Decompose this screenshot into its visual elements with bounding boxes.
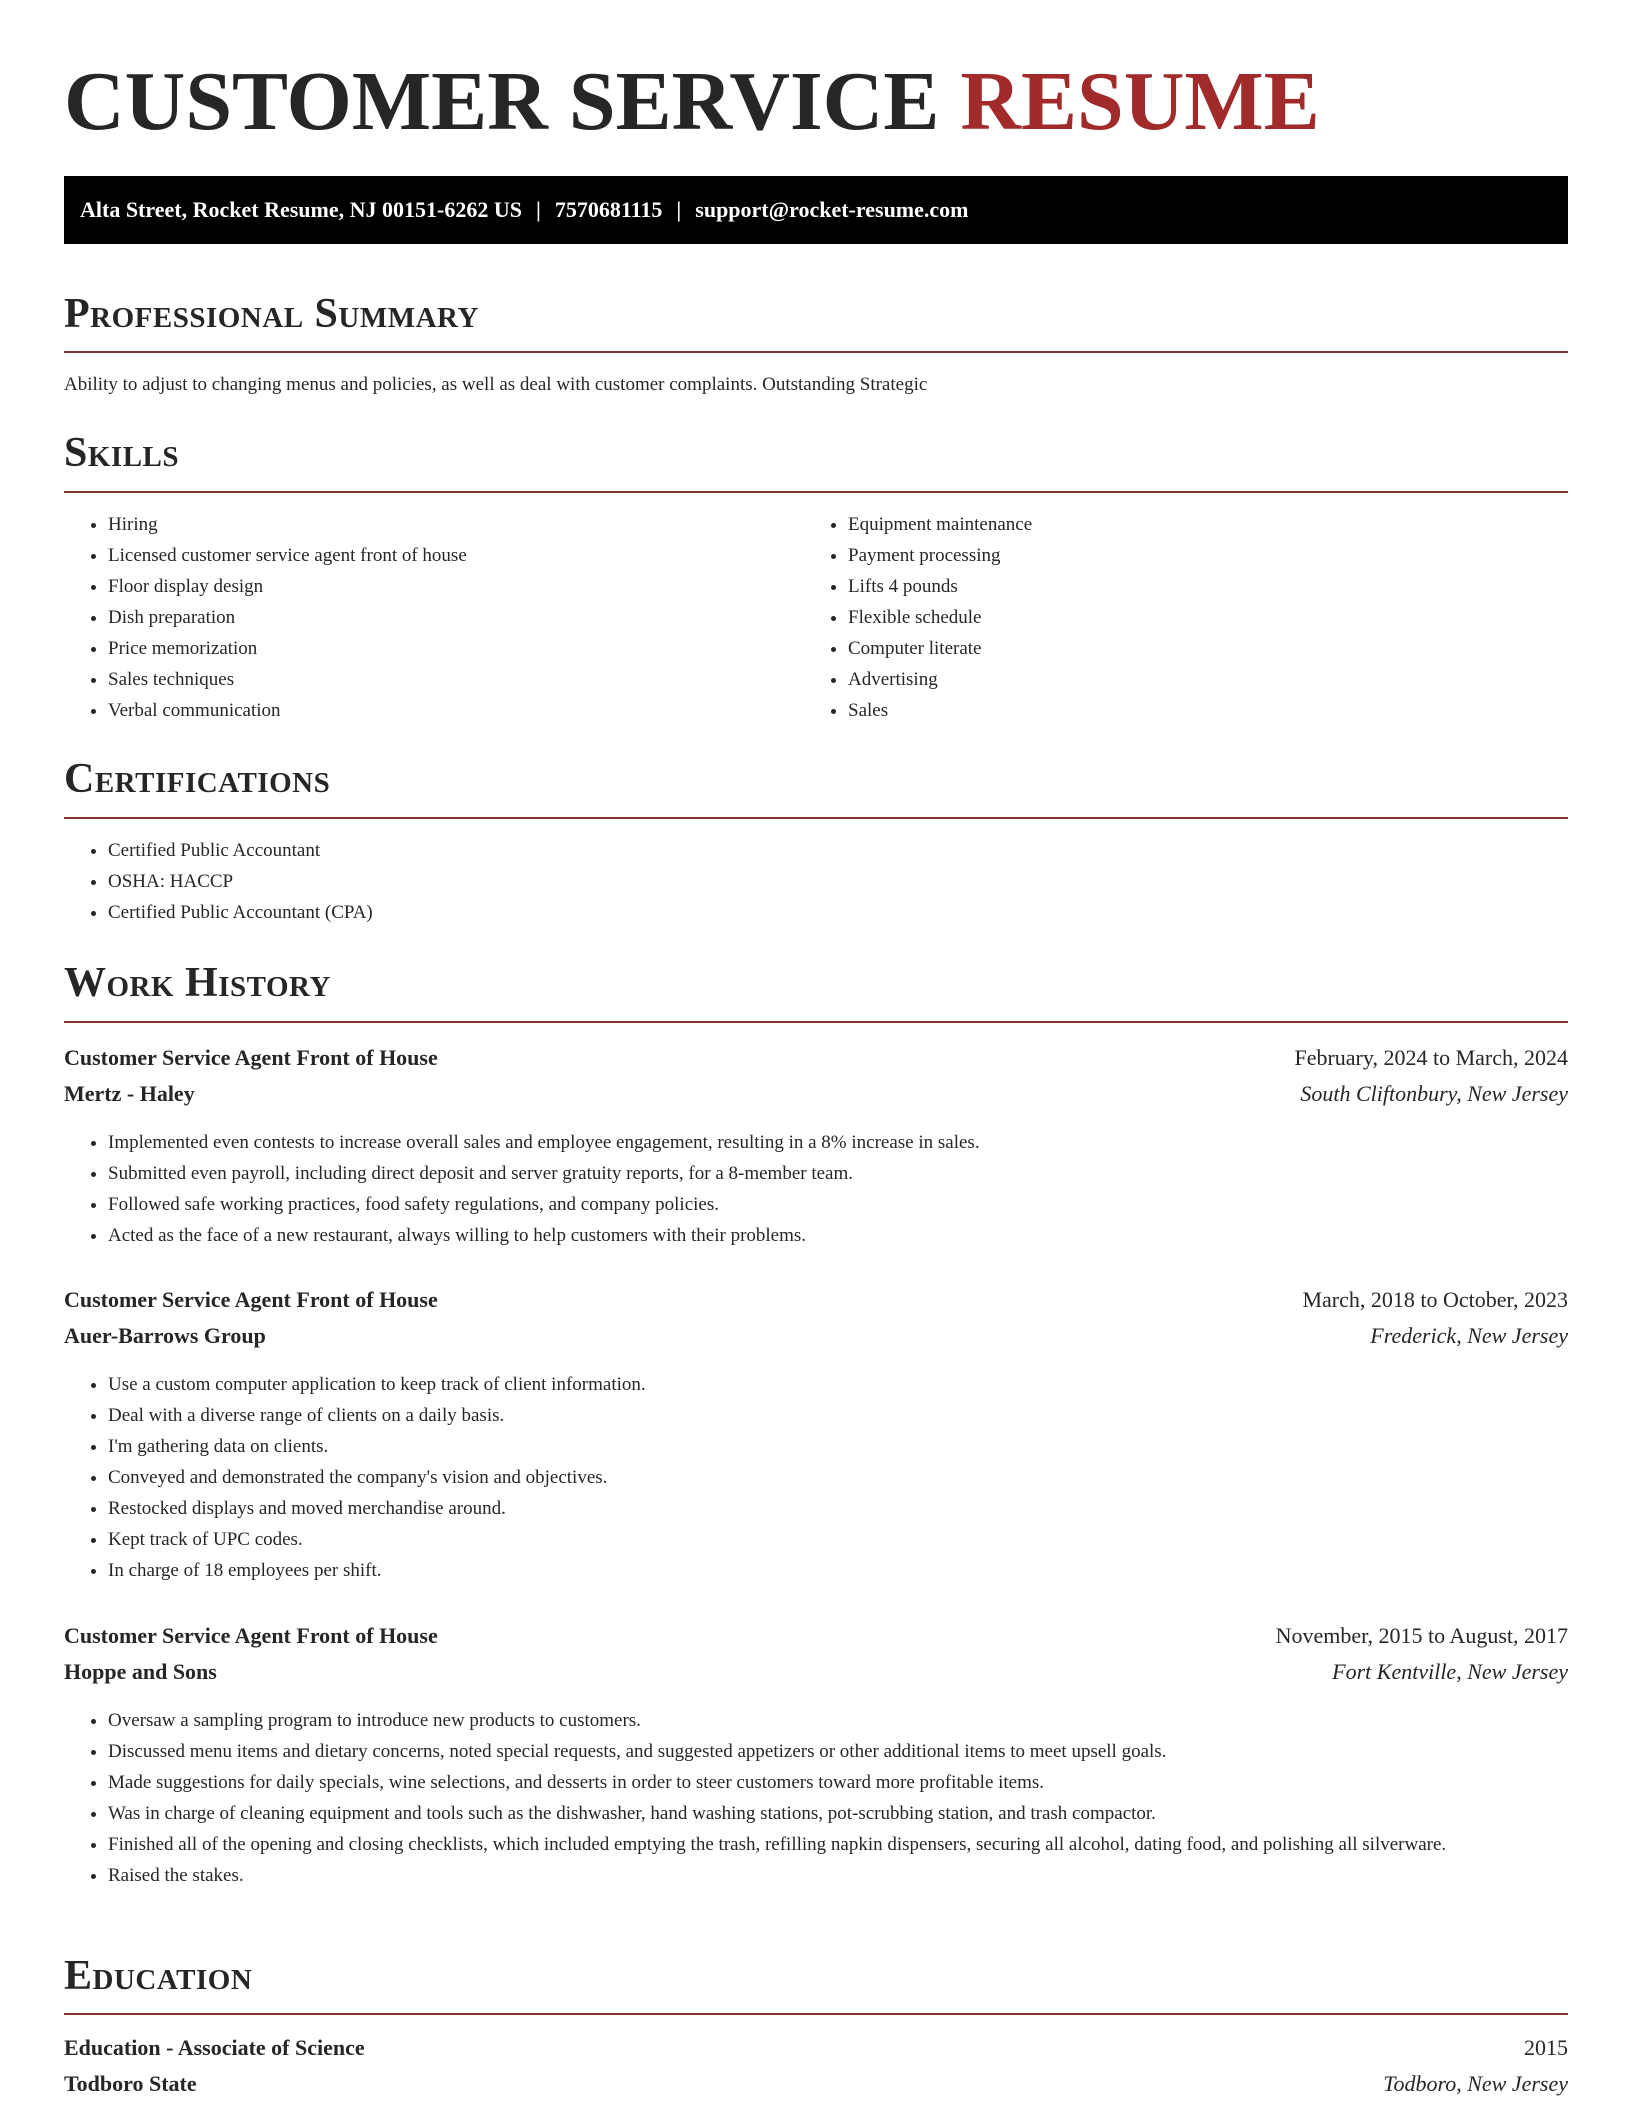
certification-item: • Certified Public Accountant [108, 835, 1568, 866]
contact-separator: | [535, 197, 541, 222]
skills-list-right [804, 509, 1548, 726]
skills-list-left [64, 509, 808, 726]
job-company-row [64, 1318, 1568, 1354]
job-bullet: • Deal with a diverse range of clients on a daily basis. [108, 1400, 1568, 1431]
education-school: Todboro State [64, 2071, 197, 2096]
education-year: 2015 [1524, 2035, 1568, 2060]
job-location: Frederick, New Jersey [1370, 1323, 1568, 1348]
job-title-row [64, 1282, 1568, 1318]
job-company-row [64, 1654, 1568, 1690]
certification-item: • OSHA: HACCP [108, 866, 1568, 897]
skill-item: • Sales techniques [108, 664, 808, 695]
title-main: CUSTOMER SERVICE [64, 55, 940, 148]
job-company-row [64, 1076, 1568, 1112]
skill-item: • Computer literate [848, 633, 1548, 664]
certifications-list [64, 835, 1568, 928]
job-dates: November, 2015 to August, 2017 [1275, 1623, 1568, 1648]
job-dates: March, 2018 to October, 2023 [1302, 1287, 1568, 1312]
job-title-row [64, 1618, 1568, 1654]
skills-rule [64, 491, 1568, 493]
job-bullet: • Implemented even contests to increase overall sales and employee engagement, resulting in a 8% increase in sales. [108, 1127, 1568, 1158]
certification-item: • Certified Public Accountant (CPA) [108, 897, 1568, 928]
skill-item: • Equipment maintenance [848, 509, 1548, 540]
job-location: Fort Kentville, New Jersey [1332, 1659, 1568, 1684]
job-bullet: • I'm gathering data on clients. [108, 1431, 1568, 1462]
contact-bar [64, 176, 1568, 244]
job-bullet: • Restocked displays and moved merchandise around. [108, 1493, 1568, 1524]
skill-item: • Verbal communication [108, 695, 808, 726]
job-bullet: • Conveyed and demonstrated the company's vision and objectives. [108, 1462, 1568, 1493]
job-title: Customer Service Agent Front of House [64, 1045, 438, 1070]
skill-item: • Lifts 4 pounds [848, 571, 1548, 602]
job-title: Customer Service Agent Front of House [64, 1623, 438, 1648]
certifications-rule [64, 817, 1568, 819]
job-bullet: • Discussed menu items and dietary concerns, noted special requests, and suggested appetizers or other additional items to meet upsell goals. [108, 1736, 1568, 1767]
skill-item: • Advertising [848, 664, 1548, 695]
job-bullet: • Kept track of UPC codes. [108, 1524, 1568, 1555]
education-heading: Education [64, 1953, 253, 1999]
education-location: Todboro, New Jersey [1383, 2071, 1568, 2096]
skill-item: • Payment processing [848, 540, 1548, 571]
job-bullets [64, 1705, 1568, 1891]
job-bullet: • Finished all of the opening and closing checklists, which included emptying the trash, refilling napkin dispensers, securing all alcohol, dating food, and polishing all silverware. [108, 1829, 1568, 1860]
job-bullet: • Raised the stakes. [108, 1860, 1568, 1891]
resume-title [64, 52, 1320, 153]
job-bullet: • Oversaw a sampling program to introduce new products to customers. [108, 1705, 1568, 1736]
job-title-row [64, 1040, 1568, 1076]
contact-phone: 7570681115 [554, 197, 663, 222]
summary-rule [64, 351, 1568, 353]
work-heading: Work History [64, 960, 331, 1006]
skill-item: • Flexible schedule [848, 602, 1548, 633]
skill-item: • Sales [848, 695, 1548, 726]
job-bullet: • Use a custom computer application to keep track of client information. [108, 1369, 1568, 1400]
job-bullet: • Made suggestions for daily specials, wine selections, and desserts in order to steer customers toward more profitable items. [108, 1767, 1568, 1798]
job-bullet: • Was in charge of cleaning equipment and tools such as the dishwasher, hand washing stations, pot-scrubbing station, and trash compactor. [108, 1798, 1568, 1829]
contact-separator: | [676, 197, 682, 222]
job-bullets [64, 1127, 1568, 1251]
education-rule [64, 2013, 1568, 2015]
work-rule [64, 1021, 1568, 1023]
summary-heading: Professional Summary [64, 291, 479, 337]
education-school-row [64, 2066, 1568, 2102]
skills-heading: Skills [64, 430, 180, 476]
job-company: Hoppe and Sons [64, 1659, 217, 1684]
job-bullet: • In charge of 18 employees per shift. [108, 1555, 1568, 1586]
job-dates: February, 2024 to March, 2024 [1294, 1045, 1568, 1070]
certifications-heading: Certifications [64, 756, 331, 802]
job-bullet: • Acted as the face of a new restaurant, always willing to help customers with their problems. [108, 1220, 1568, 1251]
contact-email: support@rocket-resume.com [695, 197, 969, 222]
job-company: Auer-Barrows Group [64, 1323, 266, 1348]
contact-address: Alta Street, Rocket Resume, NJ 00151-6262 US [80, 197, 522, 222]
job-title: Customer Service Agent Front of House [64, 1287, 438, 1312]
job-bullet: • Followed safe working practices, food safety regulations, and company policies. [108, 1189, 1568, 1220]
summary-text: Ability to adjust to changing menus and policies, as well as deal with customer complaints. Outstanding Strategic [64, 374, 928, 395]
skill-item: • Dish preparation [108, 602, 808, 633]
job-bullet: • Submitted even payroll, including direct deposit and server gratuity reports, for a 8-member team. [108, 1158, 1568, 1189]
skill-item: • Price memorization [108, 633, 808, 664]
job-location: South Cliftonbury, New Jersey [1300, 1081, 1568, 1106]
title-accent: RESUME [960, 55, 1320, 148]
education-degree-row [64, 2030, 1568, 2066]
skill-item: • Licensed customer service agent front of house [108, 540, 808, 571]
skill-item: • Floor display design [108, 571, 808, 602]
job-bullets [64, 1369, 1568, 1586]
job-company: Mertz - Haley [64, 1081, 195, 1106]
education-degree: Education - Associate of Science [64, 2035, 365, 2060]
skill-item: • Hiring [108, 509, 808, 540]
